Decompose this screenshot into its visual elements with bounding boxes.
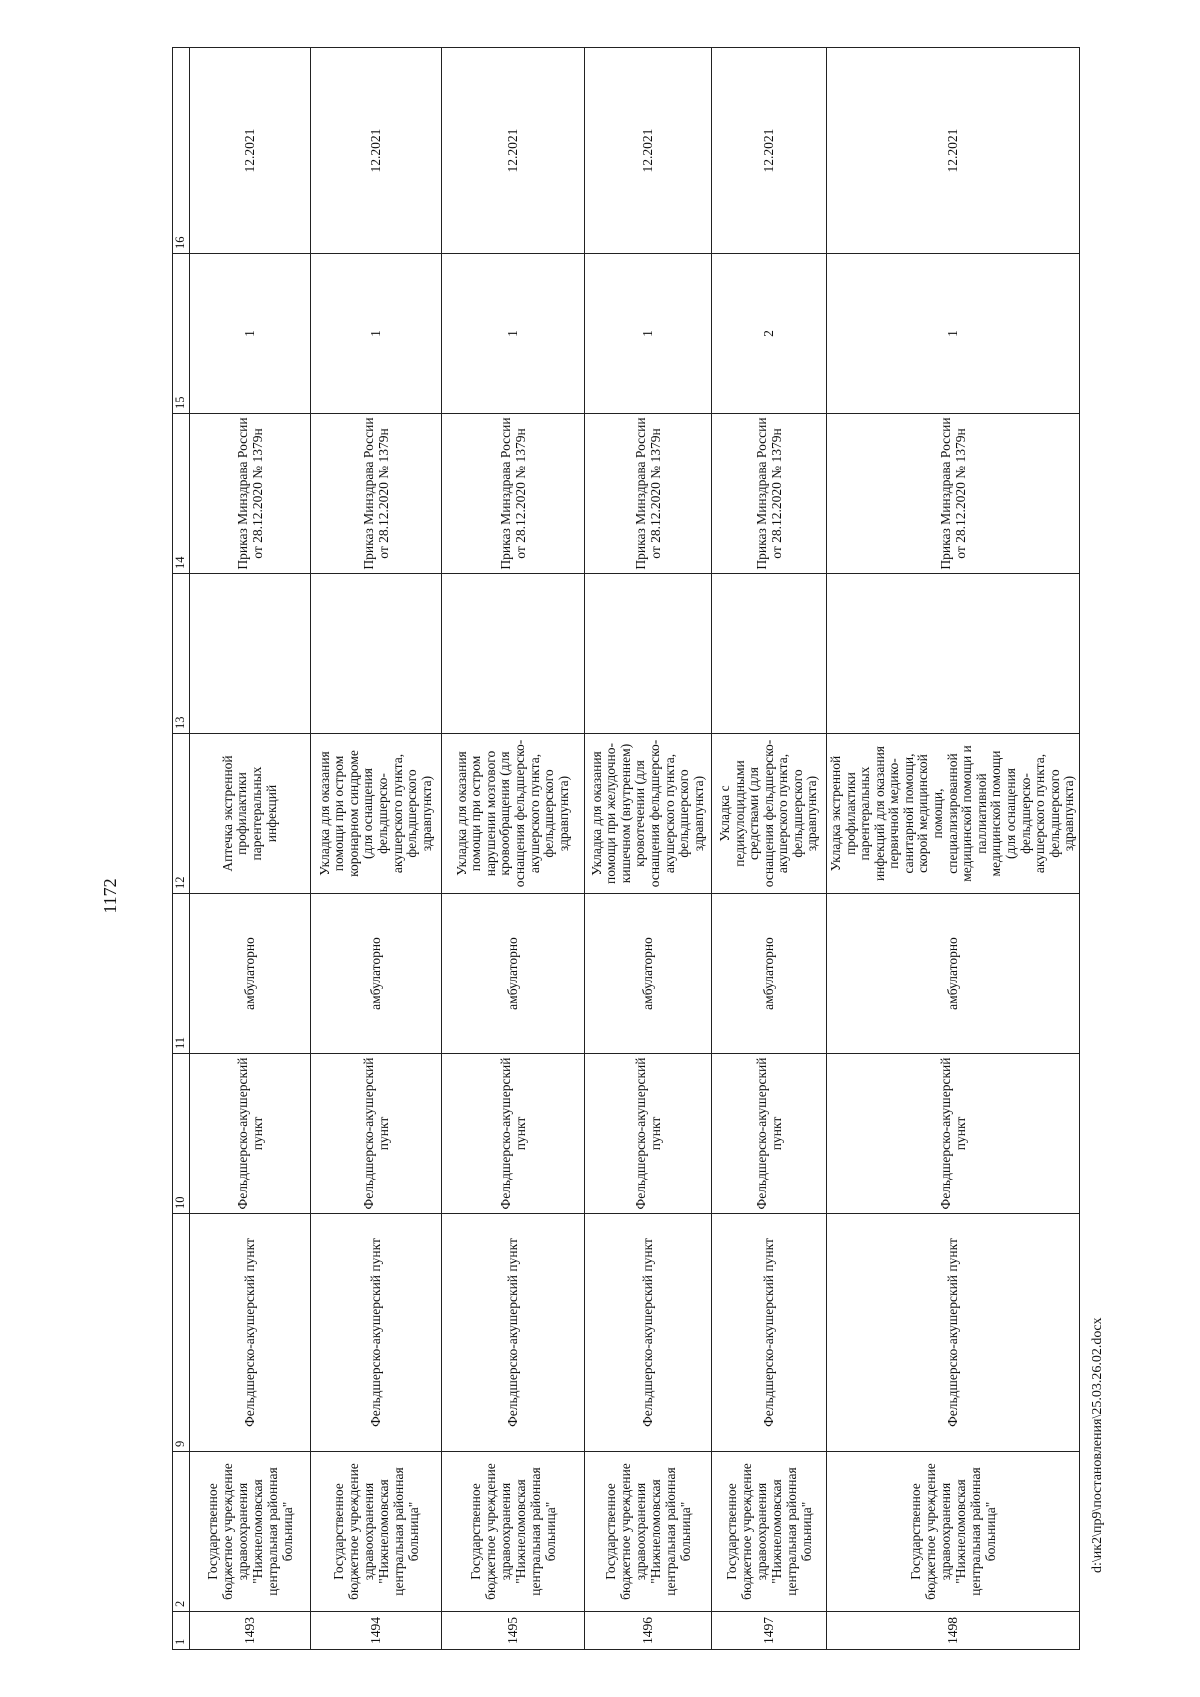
cell-col-13	[190, 574, 311, 734]
table-rotation-wrapper	[172, 48, 1077, 1650]
cell-row-number: 1497	[712, 1612, 827, 1650]
file-path: d:\ик2\пр9\постановления\25.03.26.02.docx	[1090, 1317, 1105, 1573]
table-header-row	[173, 48, 190, 1650]
cell-equipment-name: Укладка экстренной профилактики парентеральных инфекций для оказания первичной медико-санитарной помощи, скорой медицинской помощи, специализированной медицинской помощи и паллиативной медицинской помощи (для оснащения фельдшерско-акушерского пункта, фельдшерского здравпункта)	[827, 734, 1080, 894]
cell-subdivision: Фельдшерско-акушерский пункт	[712, 1214, 827, 1452]
cell-care-conditions: амбулаторно	[827, 894, 1080, 1054]
header-col-15: 15	[173, 254, 190, 414]
cell-col-13	[712, 574, 827, 734]
cell-institution: Государственное бюджетное учреждение здравоохранения "Нижнеломовская центральная районная больница"	[311, 1452, 442, 1612]
cell-row-number: 1496	[585, 1612, 712, 1650]
cell-unit: Фельдшерско-акушерский пункт	[712, 1054, 827, 1214]
cell-col-13	[827, 574, 1080, 734]
cell-care-conditions: амбулаторно	[442, 894, 585, 1054]
cell-subdivision: Фельдшерско-акушерский пункт	[827, 1214, 1080, 1452]
cell-subdivision: Фельдшерско-акушерский пункт	[442, 1214, 585, 1452]
table-row	[585, 48, 712, 1650]
cell-institution: Государственное бюджетное учреждение здравоохранения "Нижнеломовская центральная районная больница"	[190, 1452, 311, 1612]
cell-institution: Государственное бюджетное учреждение здравоохранения "Нижнеломовская центральная районная больница"	[827, 1452, 1080, 1612]
cell-order: Приказ Минздрава России от 28.12.2020 № 1379н	[190, 414, 311, 574]
cell-institution: Государственное бюджетное учреждение здравоохранения "Нижнеломовская центральная районная больница"	[442, 1452, 585, 1612]
cell-institution: Государственное бюджетное учреждение здравоохранения "Нижнеломовская центральная районная больница"	[585, 1452, 712, 1612]
cell-equipment-name: Укладка для оказания помощи при желудочно-кишечном (внутреннем) кровотечении (для оснащения фельдшерско-акушерского пункта, фельдшерского здравпункта)	[585, 734, 712, 894]
cell-row-number: 1498	[827, 1612, 1080, 1650]
cell-subdivision: Фельдшерско-акушерский пункт	[190, 1214, 311, 1452]
cell-equipment-name: Аптечка экстренной профилактики парентеральных инфекций	[190, 734, 311, 894]
table-row	[311, 48, 442, 1650]
header-col-16: 16	[173, 48, 190, 254]
cell-subdivision: Фельдшерско-акушерский пункт	[585, 1214, 712, 1452]
cell-quantity: 1	[311, 254, 442, 414]
cell-date: 12.2021	[311, 48, 442, 254]
header-col-10: 10	[173, 1054, 190, 1214]
header-col-9: 9	[173, 1214, 190, 1452]
cell-equipment-name: Укладка для оказания помощи при остром коронарном синдроме (для оснащения фельдшерско-акушерского пункта, фельдшерского здравпункта)	[311, 734, 442, 894]
cell-col-13	[311, 574, 442, 734]
header-col-12: 12	[173, 734, 190, 894]
cell-date: 12.2021	[827, 48, 1080, 254]
cell-institution: Государственное бюджетное учреждение здравоохранения "Нижнеломовская центральная районная больница"	[712, 1452, 827, 1612]
header-col-14: 14	[173, 414, 190, 574]
cell-row-number: 1493	[190, 1612, 311, 1650]
cell-order: Приказ Минздрава России от 28.12.2020 № 1379н	[311, 414, 442, 574]
header-col-13: 13	[173, 574, 190, 734]
table-row	[190, 48, 311, 1650]
cell-order: Приказ Минздрава России от 28.12.2020 № 1379н	[442, 414, 585, 574]
cell-unit: Фельдшерско-акушерский пункт	[585, 1054, 712, 1214]
table-row	[712, 48, 827, 1650]
cell-equipment-name: Укладка для оказания помощи при остром нарушении мозгового кровообращения (для оснащения фельдшерско-акушерского пункта, фельдшерского здравпункта)	[442, 734, 585, 894]
cell-order: Приказ Минздрава России от 28.12.2020 № 1379н	[712, 414, 827, 574]
page-number: 1172	[100, 878, 120, 914]
cell-subdivision: Фельдшерско-акушерский пункт	[311, 1214, 442, 1452]
cell-care-conditions: амбулаторно	[712, 894, 827, 1054]
cell-date: 12.2021	[712, 48, 827, 254]
cell-quantity: 2	[712, 254, 827, 414]
rotated-table-container	[172, 48, 1077, 1650]
cell-care-conditions: амбулаторно	[190, 894, 311, 1054]
cell-care-conditions: амбулаторно	[311, 894, 442, 1054]
cell-quantity: 1	[442, 254, 585, 414]
cell-quantity: 1	[827, 254, 1080, 414]
cell-date: 12.2021	[190, 48, 311, 254]
cell-col-13	[442, 574, 585, 734]
cell-order: Приказ Минздрава России от 28.12.2020 № 1379н	[585, 414, 712, 574]
table-row	[442, 48, 585, 1650]
cell-row-number: 1494	[311, 1612, 442, 1650]
cell-unit: Фельдшерско-акушерский пункт	[311, 1054, 442, 1214]
table-row	[827, 48, 1080, 1650]
cell-row-number: 1495	[442, 1612, 585, 1650]
cell-quantity: 1	[190, 254, 311, 414]
cell-care-conditions: амбулаторно	[585, 894, 712, 1054]
cell-unit: Фельдшерско-акушерский пункт	[442, 1054, 585, 1214]
header-col-2: 2	[173, 1452, 190, 1612]
cell-order: Приказ Минздрава России от 28.12.2020 № 1379н	[827, 414, 1080, 574]
cell-equipment-name: Укладка с педикулоцидными средствами (для оснащения фельдшерско-акушерского пункта, фельдшерского здравпункта)	[712, 734, 827, 894]
header-col-11: 11	[173, 894, 190, 1054]
equipment-table	[172, 47, 1080, 1650]
header-col-1: 1	[173, 1612, 190, 1650]
cell-unit: Фельдшерско-акушерский пункт	[190, 1054, 311, 1214]
cell-unit: Фельдшерско-акушерский пункт	[827, 1054, 1080, 1214]
cell-col-13	[585, 574, 712, 734]
cell-date: 12.2021	[585, 48, 712, 254]
cell-date: 12.2021	[442, 48, 585, 254]
cell-quantity: 1	[585, 254, 712, 414]
